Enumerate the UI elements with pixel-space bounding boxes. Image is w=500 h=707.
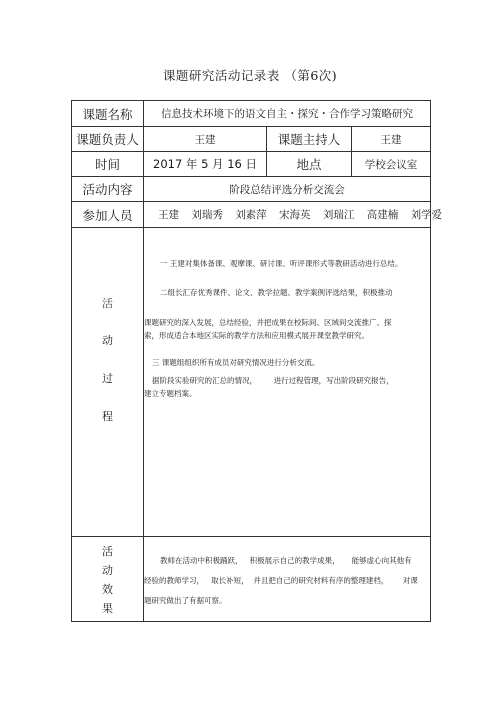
process-para-5-line-1: 据阶段实验研究的汇总的情况， 进行过程管理，写出阶段研究报告， xyxy=(152,376,394,385)
time-value: 2017 年 5 月 16 日 xyxy=(144,152,267,177)
time-label: 时间 xyxy=(72,152,144,177)
participants-row xyxy=(72,202,431,228)
participant-name: 王建 xyxy=(158,209,179,221)
effect-line-1: 教师在活动中积极踊跃， 积极展示自己的教学成果， 能够虚心向其他有 xyxy=(160,556,412,565)
record-table xyxy=(71,100,443,622)
process-label-char: 过 xyxy=(102,372,113,385)
participant-name: 刘素萍 xyxy=(235,209,267,221)
topic-label: 课题名称 xyxy=(72,101,144,127)
effect-row xyxy=(72,537,431,622)
leader-row xyxy=(72,127,431,152)
effect-label-char: 活 xyxy=(102,545,113,558)
process-label-char: 程 xyxy=(102,410,113,423)
place-label: 地点 xyxy=(267,152,352,177)
process-para-3-line-2: 索，形成适合本地区实际的教学方法和应用模式展开课堂教学研究。 xyxy=(144,331,369,340)
effect-content xyxy=(144,537,431,622)
process-label-char: 活 xyxy=(102,297,113,310)
effect-line-2: 经验的教师学习， 取长补短， 并且把自己的研究材料有序的整理建档， 对课 xyxy=(144,576,418,585)
content-value: 阶段总结评选分析交流会 xyxy=(144,177,431,202)
process-row xyxy=(72,228,431,537)
process-label xyxy=(72,228,144,537)
participants-list xyxy=(144,202,443,228)
process-para-2: 二组长汇存优秀课件、论文、教学拉题、教学案例评选结果，积极推动 xyxy=(160,288,393,297)
participant-name: 刘瑞秀 xyxy=(191,209,223,221)
effect-label-char: 效 xyxy=(102,583,113,596)
process-para-1: 一 王建对集体备课、观摩课、研讨课、听评课形式等教研活动进行总结。 xyxy=(160,259,403,268)
topic-row xyxy=(72,101,431,127)
process-para-5-line-2: 建立专题档案。 xyxy=(144,389,197,398)
participant-name: 刘学爱 xyxy=(410,209,443,221)
effect-label-char: 动 xyxy=(102,564,113,577)
process-content xyxy=(144,228,431,537)
leader-value: 王建 xyxy=(144,127,267,152)
place-value: 学校会议室 xyxy=(352,152,431,177)
participant-name: 刘瑞江 xyxy=(322,209,355,221)
topic-value: 信息技术环境下的语文自主・探究・合作学习策略研究 xyxy=(144,101,431,127)
process-para-4: 三 课题组组织所有成员对研究情况进行分析交流。 xyxy=(152,358,320,367)
participant-name: 高建楠 xyxy=(366,209,399,221)
effect-label-char: 果 xyxy=(102,602,113,615)
effect-line-3: 题研究做出了有据可察。 xyxy=(144,596,227,605)
time-row xyxy=(72,152,431,177)
process-para-3-line-1: 课题研究的深入发展，总结经验，并把成果在校际间、区域间交流推广、探 xyxy=(144,318,392,327)
leader-label: 课题负责人 xyxy=(72,127,144,152)
participants-label: 参加人员 xyxy=(72,202,144,228)
process-label-char: 动 xyxy=(102,334,113,347)
effect-label xyxy=(72,537,144,622)
content-row xyxy=(72,177,431,202)
host-label: 课题主持人 xyxy=(267,127,352,152)
page-title: 课题研究活动记录表 （第6次) xyxy=(162,68,338,83)
participant-name: 宋海英 xyxy=(279,209,311,221)
content-label: 活动内容 xyxy=(72,177,144,202)
host-value: 王建 xyxy=(352,127,431,152)
